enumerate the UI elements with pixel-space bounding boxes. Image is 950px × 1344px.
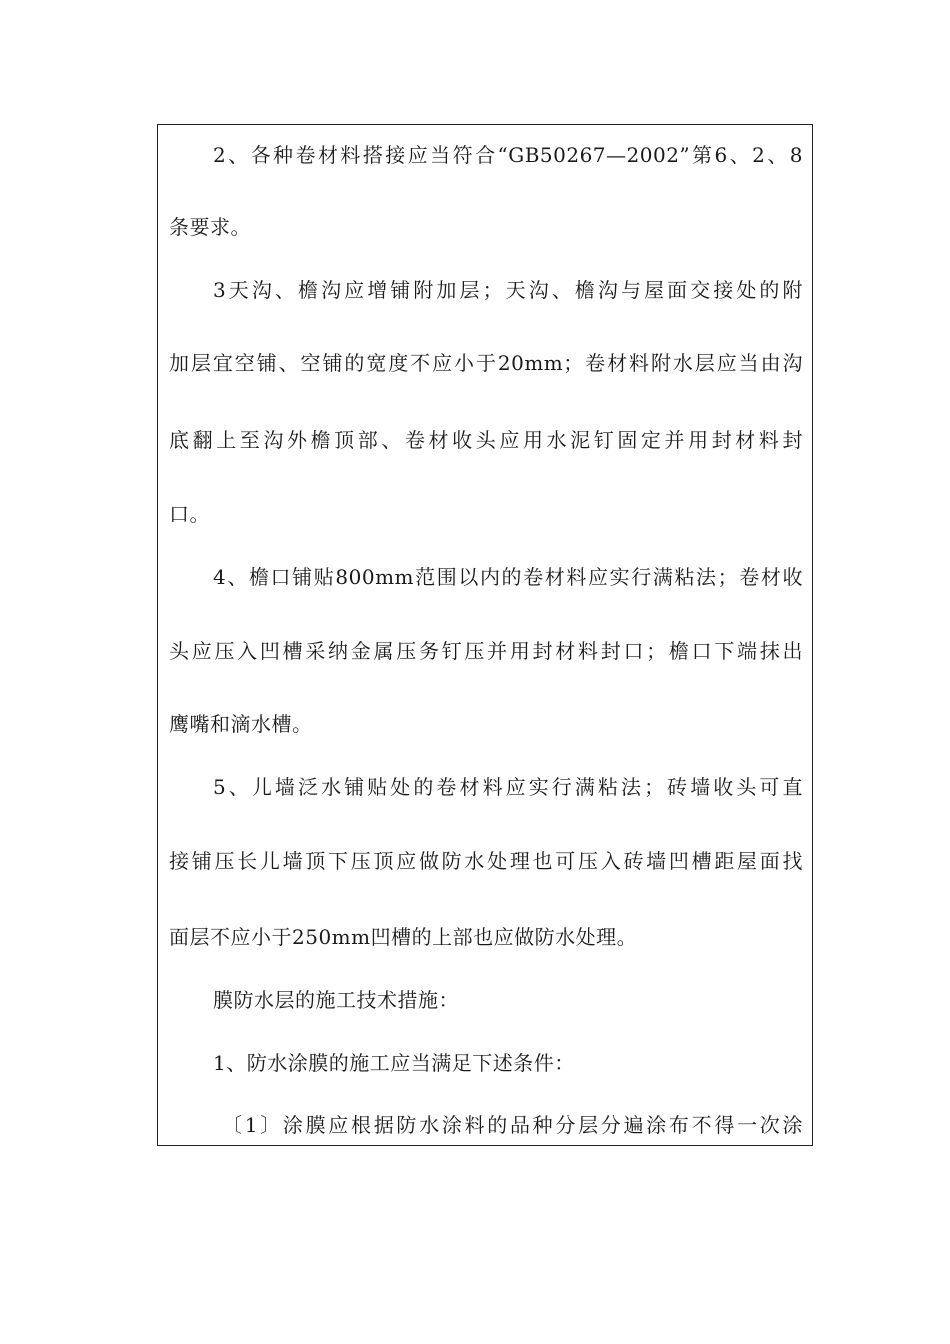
- text-line: 接铺压长儿墙顶下压顶应做防水处理也可压入砖墙凹槽距屋面找: [169, 849, 803, 873]
- text-line: 鹰嘴和滴水槽。: [169, 712, 313, 736]
- text-line: 4、檐口铺贴800mm范围以内的卷材料应实行满粘法；卷材收: [213, 565, 803, 589]
- text-line: 头应压入凹槽采纳金属压务钉压并用封材料封口；檐口下端抹出: [169, 639, 803, 663]
- text-line: 条要求。: [169, 215, 251, 239]
- text-line: 1、防水涂膜的施工应当满足下述条件：: [213, 1051, 575, 1075]
- text-line: 口。: [169, 502, 210, 526]
- text-line: 2、各种卷材料搭接应当符合“GB50267—2002”第6、2、8: [213, 143, 803, 167]
- text-line: 〔1〕涂膜应根据防水涂料的品种分层分遍涂布不得一次涂: [222, 1113, 803, 1137]
- text-line: 加层宜空铺、空铺的宽度不应小于20mm；卷材料附水层应当由沟: [169, 351, 803, 375]
- text-line: 3天沟、檐沟应增铺附加层；天沟、檐沟与屋面交接处的附: [213, 278, 803, 302]
- text-line: 面层不应小于250mm凹槽的上部也应做防水处理。: [169, 925, 638, 949]
- text-line: 膜防水层的施工技术措施：: [213, 988, 459, 1012]
- text-line: 5、儿墙泛水铺贴处的卷材料应实行满粘法；砖墙收头可直: [213, 775, 803, 799]
- text-line: 底翻上至沟外檐顶部、卷材收头应用水泥钉固定并用封材料封: [169, 428, 803, 452]
